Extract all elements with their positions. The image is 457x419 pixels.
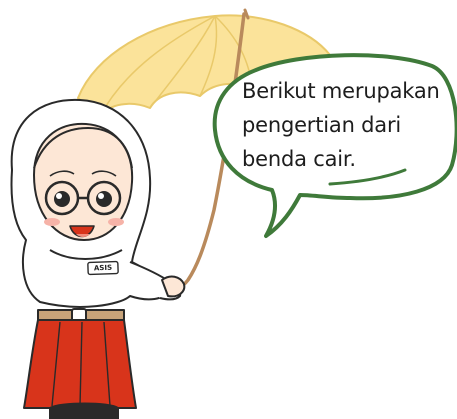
blush-left <box>44 218 60 226</box>
blush-right <box>108 218 124 226</box>
eye-left-shine <box>56 193 62 199</box>
bubble-line-3: benda cair. <box>242 147 356 171</box>
eye-right <box>96 191 112 207</box>
bubble-line-2: pengertian dari <box>242 113 402 137</box>
speech-bubble-text <box>242 74 454 176</box>
eye-right-shine <box>98 193 104 199</box>
name-badge-label: ASIS <box>93 263 113 273</box>
girl-character <box>12 100 185 419</box>
bubble-line-1: Berikut merupakan <box>242 79 440 103</box>
feet <box>50 404 118 419</box>
eye-left <box>54 191 70 207</box>
